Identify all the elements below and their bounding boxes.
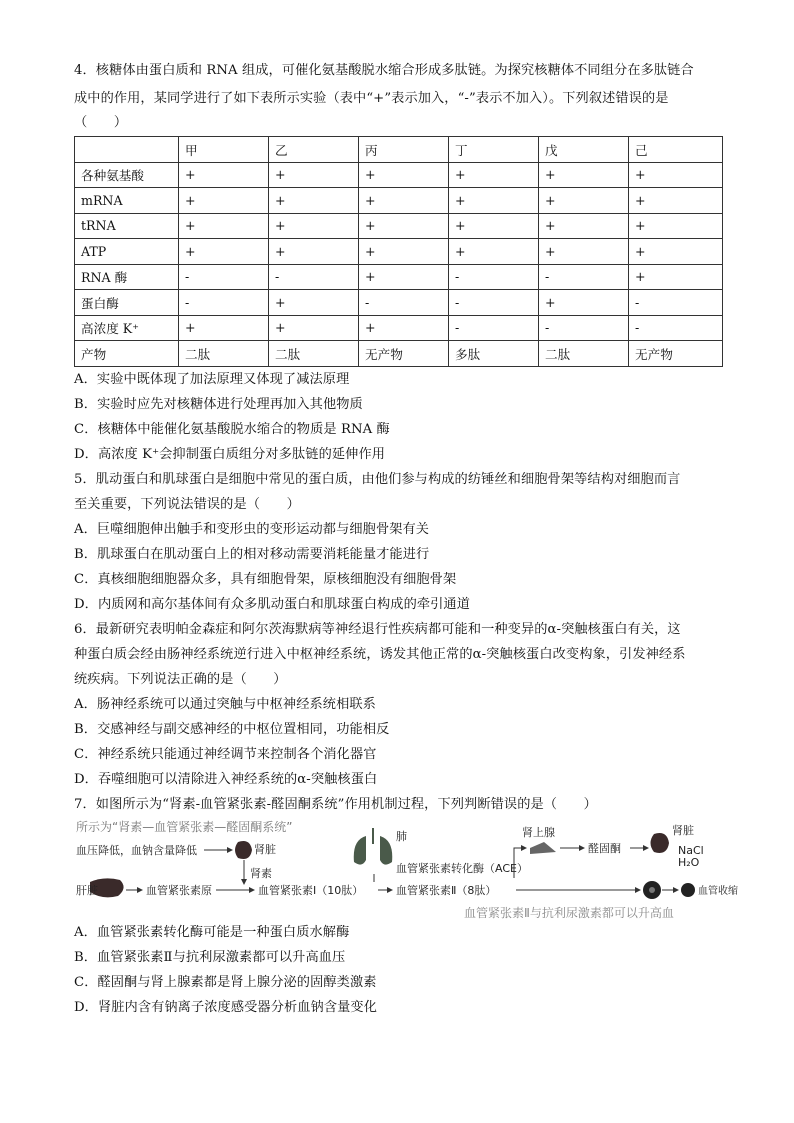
table-cell: + (629, 188, 723, 214)
raas-diagram (74, 820, 738, 920)
table-cell: - (539, 315, 629, 341)
q4-option-a: A．实验中既体现了加法原理又体现了减法原理 (74, 372, 350, 387)
diagram-trigger-text: 血压降低，血钠含量降低 (76, 844, 197, 857)
q4-stem-line-3: （ ） (74, 115, 128, 130)
table-row-label: RNA 酶 (75, 264, 179, 290)
diagram-bottom-caption: 血管紧张素Ⅱ与抗利尿激素都可以升高血 (464, 906, 674, 920)
table-header-row (75, 137, 723, 163)
q6-stem-line-3: 统疾病。下列说法正确的是（ ） (74, 672, 287, 687)
table-cell: + (539, 239, 629, 265)
q5-option-a: A．巨噬细胞伸出触手和变形虫的变形运动都与细胞骨架有关 (74, 522, 430, 537)
table-header-cell: 乙 (269, 137, 359, 163)
q7-option-b: B．血管紧张素Ⅱ与抗利尿激素都可以升高血压 (74, 950, 346, 965)
diagram-aldosterone-label: 醛固酮 (588, 842, 621, 855)
q6-option-a: A．肠神经系统可以通过突触与中枢神经系统相联系 (74, 697, 376, 712)
table-header-cell: 丙 (359, 137, 449, 163)
diagram-liver-label: 肝脏 (76, 884, 98, 897)
table-cell: + (359, 188, 449, 214)
table-cell: + (269, 162, 359, 188)
kidney2-icon (651, 833, 670, 853)
q4-option-c: C．核糖体中能催化氨基酸脱水缩合的物质是 RNA 酶 (74, 422, 390, 437)
table-row (75, 162, 723, 188)
adrenal-gland-icon (530, 842, 556, 854)
diagram-lung-label: 肺 (396, 830, 407, 843)
diagram-ace-label: 血管紧张素转化酶（ACE） (396, 862, 528, 875)
q6-stem-line-1: 6．最新研究表明帕金森症和阿尔茨海默病等神经退行性疾病都可能和一种变异的α-突触核蛋白有关，这 (74, 622, 681, 637)
table-row (75, 264, 723, 290)
table-cell: + (629, 239, 723, 265)
diagram-ang2-label: 血管紧张素Ⅱ（8肽） (396, 884, 497, 897)
table-row-label: 蛋白酶 (75, 290, 179, 316)
table-row-label: ATP (75, 239, 179, 265)
table-cell: - (629, 315, 723, 341)
table-cell: - (179, 264, 269, 290)
diagram-water-label: H₂O (678, 856, 700, 869)
table-cell: + (359, 213, 449, 239)
table-cell: + (629, 162, 723, 188)
table-cell: + (539, 213, 629, 239)
table-cell: + (359, 315, 449, 341)
table-cell: 无产物 (629, 341, 723, 367)
q5-option-b: B．肌球蛋白在肌动蛋白上的相对移动需要消耗能量才能进行 (74, 547, 430, 562)
q4-option-d: D．高浓度 K⁺会抑制蛋白质组分对多肽链的延伸作用 (74, 447, 386, 462)
q6-option-c: C．神经系统只能通过神经调节来控制各个消化器官 (74, 747, 377, 762)
q5-option-c: C．真核细胞细胞器众多，具有细胞骨架，原核细胞没有细胞骨架 (74, 572, 457, 587)
q4-option-b: B．实验时应先对核糖体进行处理再加入其他物质 (74, 397, 363, 412)
vessel-icon-2 (681, 883, 695, 897)
table-cell: - (449, 264, 539, 290)
table-cell: 多肽 (449, 341, 539, 367)
table-cell: + (269, 315, 359, 341)
table-cell: - (449, 315, 539, 341)
q4-experiment-table (74, 136, 723, 367)
q6-stem-line-2: 种蛋白质会经由肠神经系统逆行进入中枢神经系统，诱发其他正常的α-突触核蛋白改变构象，引发神经系 (74, 647, 686, 662)
diagram-kidney-label: 肾脏 (254, 843, 276, 856)
table-cell: + (269, 188, 359, 214)
table-cell: - (629, 290, 723, 316)
table-row-label: 各种氨基酸 (75, 162, 179, 188)
table-row-label: 产物 (75, 341, 179, 367)
q4-stem-line-1: 4．核糖体由蛋白质和 RNA 组成，可催化氨基酸脱水缩合形成多肽链。为探究核糖体不同组分在多肽链合 (74, 63, 694, 78)
q7-option-a: A．血管紧张素转化酶可能是一种蛋白质水解酶 (74, 925, 350, 940)
table-cell: - (179, 290, 269, 316)
table-cell: + (539, 162, 629, 188)
table-row (75, 315, 723, 341)
table-cell: + (539, 290, 629, 316)
diagram-kidney2-label: 肾脏 (672, 824, 694, 837)
table-cell: + (539, 188, 629, 214)
table-row (75, 290, 723, 316)
table-cell: + (359, 264, 449, 290)
table-row-label: mRNA (75, 188, 179, 214)
table-cell: + (269, 239, 359, 265)
q7-option-d: D．肾脏内含有钠离子浓度感受器分析血钠含量变化 (74, 1000, 377, 1015)
q5-stem-line-1: 5．肌动蛋白和肌球蛋白是细胞中常见的蛋白质，由他们参与构成的纺锤丝和细胞骨架等结构对细胞而言 (74, 472, 681, 487)
table-cell: - (539, 264, 629, 290)
table-cell: 二肽 (539, 341, 629, 367)
q5-stem-line-2: 至关重要，下列说法错误的是（ ） (74, 497, 300, 512)
table-header-cell (75, 137, 179, 163)
table-cell: + (449, 239, 539, 265)
table-cell: + (179, 188, 269, 214)
table-cell: + (359, 239, 449, 265)
q7-option-c: C．醛固酮与肾上腺素都是肾上腺分泌的固醇类激素 (74, 975, 377, 990)
diagram-renin-label: 肾素 (250, 867, 272, 880)
diagram-ang1-label: 血管紧张素Ⅰ（10肽） (258, 884, 364, 897)
table-row (75, 213, 723, 239)
table-header-cell: 甲 (179, 137, 269, 163)
q7-stem-line-1: 7．如图所示为“肾素-血管紧张素-醛固酮系统”作用机制过程，下列判断错误的是（ ） (74, 797, 597, 812)
diagram-nacl-label: NaCl (678, 844, 704, 857)
table-cell: + (179, 213, 269, 239)
table-cell: + (179, 239, 269, 265)
kidney-icon (235, 841, 252, 859)
table-row (75, 341, 723, 367)
table-cell: + (269, 290, 359, 316)
table-cell: + (629, 264, 723, 290)
table-header-cell: 己 (629, 137, 723, 163)
table-cell: + (449, 213, 539, 239)
table-header-cell: 戊 (539, 137, 629, 163)
table-cell: 二肽 (179, 341, 269, 367)
table-cell: 无产物 (359, 341, 449, 367)
table-cell: + (449, 162, 539, 188)
table-row-label: tRNA (75, 213, 179, 239)
table-cell: + (359, 162, 449, 188)
table-cell: + (179, 162, 269, 188)
table-row-label: 高浓度 K⁺ (75, 315, 179, 341)
table-cell: + (179, 315, 269, 341)
table-cell: 二肽 (269, 341, 359, 367)
table-cell: - (269, 264, 359, 290)
table-cell: + (629, 213, 723, 239)
q4-stem-line-2: 成中的作用，某同学进行了如下表所示实验（表中“+”表示加入，“-”表示不加入）。下列叙述错误的是 (74, 91, 669, 106)
table-cell: - (359, 290, 449, 316)
table-row (75, 188, 723, 214)
q6-option-d: D．吞噬细胞可以清除进入神经系统的α-突触核蛋白 (74, 772, 378, 787)
vessel-lumen-1 (649, 887, 655, 893)
q6-option-b: B．交感神经与副交感神经的中枢位置相同，功能相反 (74, 722, 390, 737)
table-header-cell: 丁 (449, 137, 539, 163)
diagram-precursor-label: 血管紧张素原 (146, 884, 212, 897)
q5-option-d: D．内质网和高尔基体间有众多肌动蛋白和肌球蛋白构成的牵引通道 (74, 597, 471, 612)
table-row (75, 239, 723, 265)
table-cell: - (449, 290, 539, 316)
table-cell: + (449, 188, 539, 214)
diagram-vaso-label: 血管收缩 (698, 886, 738, 897)
diagram-adrenal-label: 肾上腺 (522, 826, 555, 839)
table-cell: + (269, 213, 359, 239)
diagram-top-caption: 所示为“肾素—血管紧张素—醛固酮系统” (76, 820, 293, 834)
